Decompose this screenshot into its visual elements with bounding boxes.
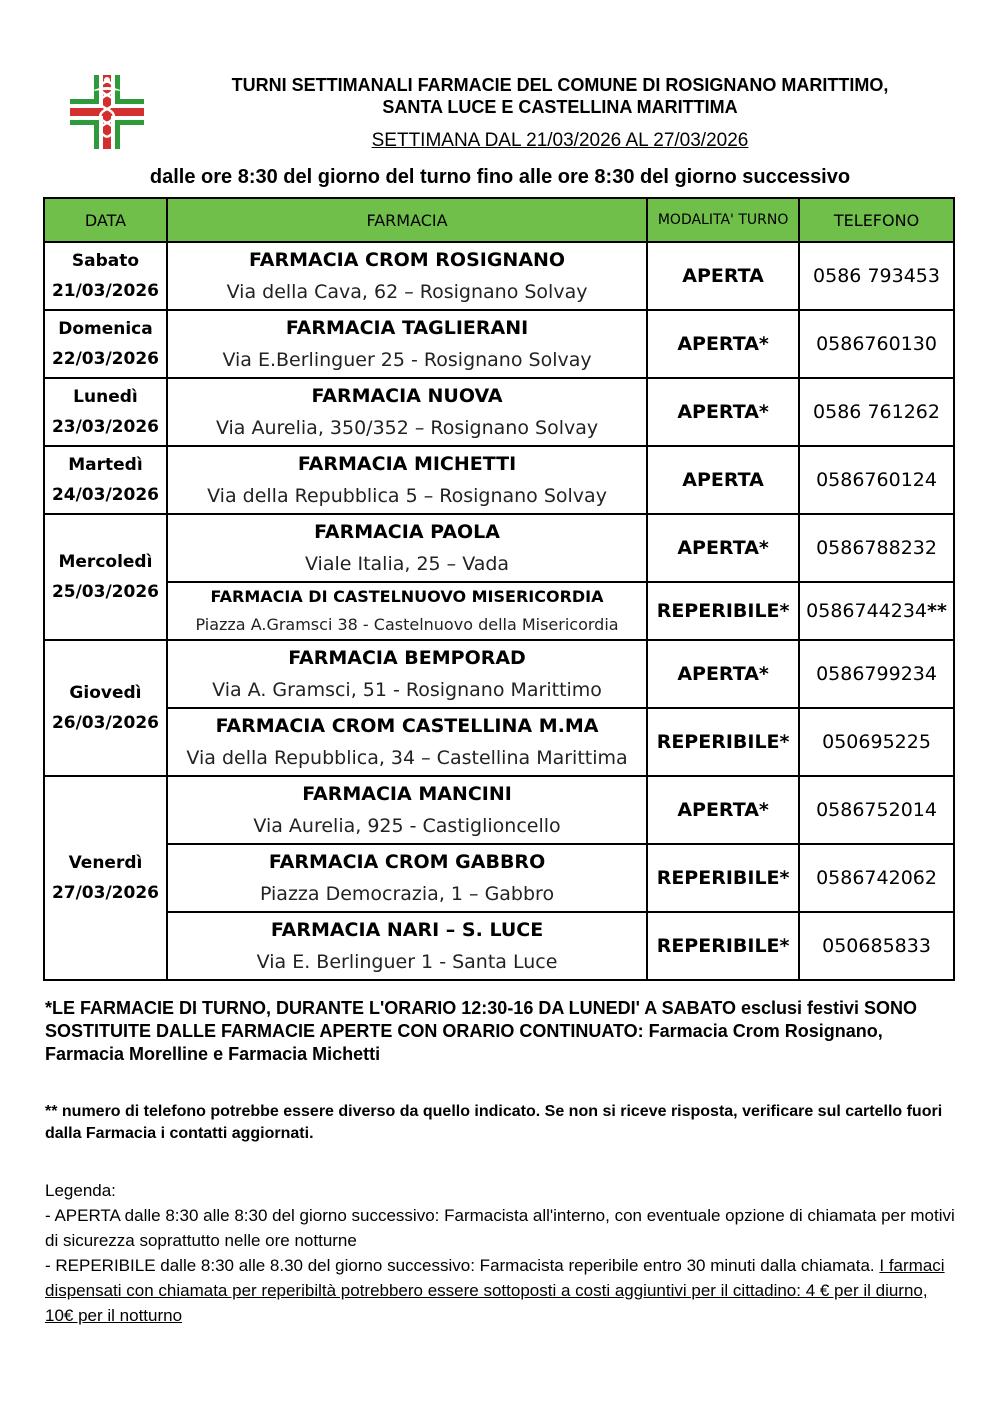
table-row (44, 776, 954, 844)
shift-mode: APERTA (647, 446, 799, 514)
phone-number: 0586799234 (799, 640, 954, 708)
pharmacy-name: FARMACIA CROM GABBRO (268, 851, 546, 873)
phone-number: 050685833 (799, 912, 954, 980)
title-line-1: TURNI SETTIMANALI FARMACIE DEL COMUNE DI ROSIGNANO MARITTIMO, (231, 75, 889, 95)
pharmacy-cell (167, 378, 647, 446)
pharmacy-cell (167, 912, 647, 980)
legend-reperibile: - REPERIBILE dalle 8:30 alle 8.30 del giorno successivo: Farmacista reperibile entro 30 minuti dalla chiamata. (45, 1256, 875, 1275)
table-row (44, 514, 954, 582)
shift-mode: REPERIBILE* (647, 582, 799, 640)
table-row (44, 708, 954, 776)
pharmacy-cell (167, 514, 647, 582)
pharmacy-address: Via Aurelia, 350/352 – Rosignano Solvay (215, 417, 599, 439)
pharmacy-name: FARMACIA MANCINI (302, 783, 512, 805)
day-name: Mercoledì (58, 552, 153, 572)
legend-title: Legenda: (45, 1181, 116, 1200)
phone-number: 0586760130 (799, 310, 954, 378)
pharmacy-address: Via della Repubblica 5 – Rosignano Solvay (207, 485, 607, 507)
pharmacy-name: FARMACIA TAGLIERANI (285, 317, 529, 339)
shift-mode: APERTA* (647, 514, 799, 582)
pharmacy-address: Via E. Berlinguer 1 - Santa Luce (256, 951, 558, 973)
phone-number: 050695225 (799, 708, 954, 776)
table-row (44, 582, 954, 640)
pharmacy-cell (167, 242, 647, 310)
header-modalita: MODALITA' TURNO (647, 198, 799, 242)
pharmacy-address: Via A. Gramsci, 51 - Rosignano Marittimo (212, 679, 602, 701)
day-cell (44, 446, 167, 514)
shift-mode: APERTA (647, 242, 799, 310)
shift-mode: APERTA* (647, 640, 799, 708)
shift-mode: APERTA* (647, 776, 799, 844)
phone-number: 0586 793453 (799, 242, 954, 310)
day-date: 22/03/2026 (51, 349, 159, 369)
header-farmacia: FARMACIA (167, 198, 647, 242)
pharmacy-address: Via della Cava, 62 – Rosignano Solvay (226, 281, 588, 303)
phone-footnote-mark: ** (927, 600, 947, 622)
pharmacy-name: FARMACIA BEMPORAD (288, 647, 526, 669)
star-note: *LE FARMACIE DI TURNO, DURANTE L'ORARIO 12:30-16 DA LUNEDI' A SABATO esclusi festivi SONO SOSTITUITE DALLE FARMACIE APERTE CON ORARIO CONTINUATO: Farmacia Crom Rosignano, Farmacia Morelline e Farmacia Michetti (45, 998, 918, 1064)
day-cell (44, 378, 167, 446)
double-star-note: ** numero di telefono potrebbe essere diverso da quello indicato. Se non si riceve risposta, verificare sul cartello fuori dalla Farmacia i contatti aggiornati. (45, 1103, 943, 1142)
shift-mode: APERTA* (647, 310, 799, 378)
phone-value: 0586744234 (806, 600, 928, 622)
day-name: Sabato (71, 251, 140, 271)
table-row (44, 242, 954, 310)
shift-mode: APERTA* (647, 378, 799, 446)
week-range: SETTIMANA DAL 21/03/2026 AL 27/03/2026 (371, 130, 749, 151)
day-name: Lunedì (73, 387, 138, 407)
phone-number: 0586742062 (799, 844, 954, 912)
pharmacy-address: Via della Repubblica, 34 – Castellina Marittima (186, 747, 628, 769)
day-cell (44, 514, 167, 640)
pharmacy-address: Via Aurelia, 925 - Castiglioncello (253, 815, 561, 837)
pharmacy-cell (167, 844, 647, 912)
legend-costs: I farmaci dispensati con chiamata per reperibiltà potrebbero essere sottoposti a costi aggiuntivi per il cittadino: 4 € per il diurno, 10€ per il notturno (45, 1256, 945, 1325)
pharmacy-name: FARMACIA PAOLA (314, 521, 500, 543)
day-date: 25/03/2026 (51, 582, 159, 602)
pharmacy-cell (167, 582, 647, 640)
table-row (44, 378, 954, 446)
table-row (44, 640, 954, 708)
shift-hours: dalle ore 8:30 del giorno del turno fino alle ore 8:30 del giorno successivo (149, 166, 851, 188)
pharmacy-cell (167, 640, 647, 708)
phone-number (799, 582, 954, 640)
table-row (44, 310, 954, 378)
pharmacy-name: FARMACIA DI CASTELNUOVO MISERICORDIA (210, 587, 604, 606)
pharmacy-cell (167, 776, 647, 844)
shift-mode: REPERIBILE* (647, 844, 799, 912)
header-telefono: TELEFONO (799, 198, 954, 242)
pharmacy-address: Piazza Democrazia, 1 – Gabbro (259, 883, 555, 905)
day-cell (44, 776, 167, 980)
day-name: Venerdì (68, 853, 143, 873)
pharmacy-cell (167, 310, 647, 378)
pharmacy-address: Via E.Berlinguer 25 - Rosignano Solvay (222, 349, 592, 371)
day-date: 23/03/2026 (51, 417, 159, 437)
header-data: DATA (44, 198, 167, 242)
pharmacy-name: FARMACIA NARI – S. LUCE (270, 919, 544, 941)
day-date: 24/03/2026 (51, 485, 159, 505)
table-row (44, 844, 954, 912)
day-name: Domenica (58, 319, 153, 339)
phone-number: 0586760124 (799, 446, 954, 514)
shift-mode: REPERIBILE* (647, 912, 799, 980)
shift-mode: REPERIBILE* (647, 708, 799, 776)
pharmacy-cell (167, 708, 647, 776)
table-header-row (44, 198, 954, 242)
pharmacy-name: FARMACIA NUOVA (311, 385, 503, 407)
phone-number: 0586788232 (799, 514, 954, 582)
phone-number: 0586 761262 (799, 378, 954, 446)
day-date: 21/03/2026 (51, 281, 159, 301)
day-name: Martedì (68, 455, 143, 475)
day-date: 27/03/2026 (51, 883, 159, 903)
pharmacy-cell (167, 446, 647, 514)
table-row (44, 912, 954, 980)
table-row (44, 446, 954, 514)
day-cell (44, 640, 167, 776)
page-title (190, 74, 930, 118)
day-cell (44, 242, 167, 310)
title-line-2: SANTA LUCE E CASTELLINA MARITTIMA (382, 97, 738, 117)
legend-reperibile-block (45, 1253, 955, 1328)
pharmacy-cross-caduceus-icon (68, 73, 146, 151)
day-cell (44, 310, 167, 378)
pharmacy-name: FARMACIA MICHETTI (297, 453, 517, 475)
pharmacy-address: Piazza A.Gramsci 38 - Castelnuovo della Misericordia (195, 615, 619, 634)
day-date: 26/03/2026 (51, 713, 159, 733)
phone-number: 0586752014 (799, 776, 954, 844)
pharmacy-address: Viale Italia, 25 – Vada (304, 553, 510, 575)
day-name: Giovedì (69, 683, 142, 703)
legend-aperta: - APERTA dalle 8:30 alle 8:30 del giorno successivo: Farmacista all'interno, con eventuale opzione di chiamata per motivi di sicurezza soprattutto nelle ore notturne (45, 1206, 955, 1250)
pharmacy-name: FARMACIA CROM CASTELLINA M.MA (215, 715, 599, 737)
pharmacy-shift-table (43, 197, 955, 981)
pharmacy-name: FARMACIA CROM ROSIGNANO (248, 249, 566, 271)
legend (45, 1178, 955, 1328)
